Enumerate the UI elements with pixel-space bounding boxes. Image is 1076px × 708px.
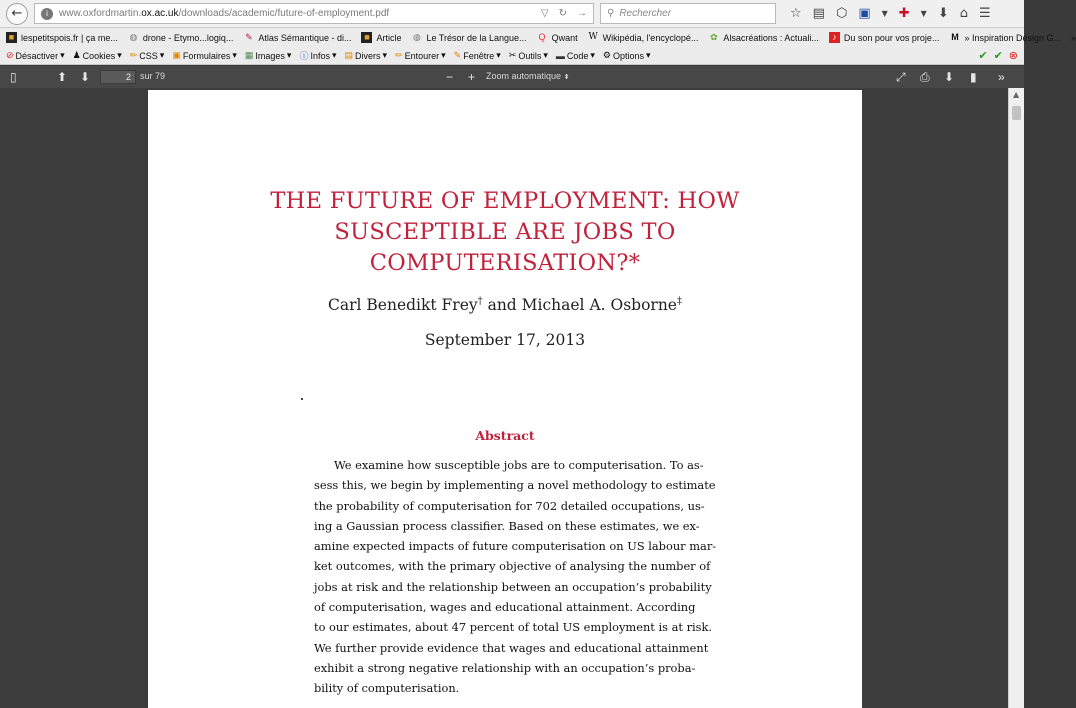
download-icon[interactable]: ⬇ xyxy=(944,70,955,84)
presentation-mode-icon[interactable]: ⤢ xyxy=(896,69,906,84)
alsacreations-icon: ✿ xyxy=(710,32,718,42)
m-icon: M xyxy=(951,32,959,42)
webdev-menu-css[interactable]: ✏ CSS ▾ xyxy=(129,50,165,61)
page-number-input[interactable]: 2 xyxy=(100,70,136,84)
web-developer-toolbar xyxy=(0,47,1024,65)
check-icon[interactable]: ✔ xyxy=(978,50,988,62)
dropdown-arrow-icon: ▾ xyxy=(543,50,548,60)
next-page-icon[interactable]: ⬇ xyxy=(80,70,91,84)
previous-page-icon[interactable]: ⬆ xyxy=(57,70,68,84)
qwant-icon: Q xyxy=(538,32,546,42)
black-square-icon: ■ xyxy=(361,32,372,43)
document-authors: Carl Benedikt Frey† and Michael A. Osborne‡ xyxy=(328,296,682,315)
bookmark-item[interactable]: M » Inspiration Design G... xyxy=(951,32,1062,43)
disable-icon: ⊘ xyxy=(6,50,14,60)
dropdown-arrow-icon: ▾ xyxy=(286,50,292,60)
webdev-menu-entourer[interactable]: ✏ Entourer ▾ xyxy=(395,50,446,61)
atlas-icon: ✎ xyxy=(245,32,253,42)
dropdown-arrow-icon[interactable]: ▽ xyxy=(540,8,549,19)
webdev-menu-images[interactable]: ▦ Images ▾ xyxy=(244,50,292,61)
browser-toolbar-icons xyxy=(790,6,991,21)
document-title: THE FUTURE OF EMPLOYMENT: HOW SUSCEPTIBLE ARE JOBS TO COMPUTERISATION?* xyxy=(270,188,740,276)
dropdown-arrow-icon: ▾ xyxy=(60,50,65,60)
webdev-menu-code[interactable]: ▬ Code ▾ xyxy=(555,50,595,61)
dropdown-arrow-icon: ▾ xyxy=(159,50,165,60)
bookmarks-toolbar xyxy=(0,28,1076,47)
zoom-select[interactable]: Zoom automatique ⬍ xyxy=(486,71,570,81)
webdev-menu-fenetre[interactable]: ✎ Fenêtre ▾ xyxy=(453,50,501,61)
webdev-menu-outils[interactable]: ✂ Outils ▾ xyxy=(508,50,548,61)
webdev-menu-formulaires[interactable]: ▣ Formulaires ▾ xyxy=(172,50,237,61)
red-cross-addon-icon[interactable]: ✚ xyxy=(898,6,910,21)
form-icon: ▣ xyxy=(172,50,181,60)
wikipedia-icon: W xyxy=(588,32,598,42)
tools-icon: ✂ xyxy=(508,50,517,60)
url-actions xyxy=(541,8,587,19)
webdev-menu-options[interactable]: ⚙ Options ▾ xyxy=(602,50,651,61)
go-arrow-icon[interactable]: → xyxy=(577,8,587,19)
webdev-menu-desactiver[interactable]: ⊘ Désactiver ▾ xyxy=(6,50,65,61)
stray-dot xyxy=(301,398,303,400)
info-icon[interactable]: i xyxy=(41,8,53,20)
bookmark-item[interactable]: W Wikipédia, l'encyclopé... xyxy=(588,32,699,43)
options-icon: ⚙ xyxy=(602,50,611,60)
dropdown-arrow-icon: ▾ xyxy=(590,50,595,60)
webdev-status-icons xyxy=(978,49,1018,62)
download-icon[interactable]: ⬇ xyxy=(937,6,949,21)
bookmark-item[interactable]: ◍ Le Trésor de la Langue... xyxy=(413,32,527,43)
webdev-menu-infos[interactable]: ⓘ Infos ▾ xyxy=(299,50,337,61)
bookmark-item[interactable]: ✿ Alsacréations : Actuali... xyxy=(710,32,819,43)
black-square-icon: ■ xyxy=(6,32,17,43)
bookmark-item[interactable]: ■ Article xyxy=(361,32,401,43)
webdev-menu-cookies[interactable]: ♟ Cookies ▾ xyxy=(72,50,122,61)
print-icon[interactable]: ⎙ xyxy=(920,69,930,84)
dropdown-arrow-icon: ▾ xyxy=(646,50,651,60)
abstract-text: We examine how susceptible jobs are to computerisation. To as- sess this, we begin by implementing a novel methodology to estimate the probability of computerisation for 702 detailed occupations, us- ing a Gaussian process classifier. Based on these estimates, we ex- amine expected impacts of future computerisation on US labour mar- ket outcomes, with the primary objective of analysing the number of jobs at risk and the relationship between an occupation’s probability of computerisation, wages and educational attainment. According to our estimates, about 47 percent of total US employment is at risk. We further provide evidence that wages and educational attainment exhibit a strong negative relationship with an occupation’s proba- bility of computerisation. xyxy=(314,458,717,696)
reload-icon[interactable]: ↻ xyxy=(558,8,567,19)
bookmark-icon[interactable]: ▮ xyxy=(970,70,977,84)
document-date: September 17, 2013 xyxy=(424,331,586,349)
dropdown-arrow-icon: ▾ xyxy=(441,50,446,60)
dropdown-arrow-icon: ▾ xyxy=(382,50,388,60)
search-input[interactable]: ⚲ Rechercher xyxy=(600,3,776,24)
search-icon: ⚲ xyxy=(607,8,615,19)
dropdown-arrow-icon: ▾ xyxy=(117,50,122,60)
image-icon: ▦ xyxy=(244,50,254,60)
bookmark-star-icon[interactable]: ☆ xyxy=(790,6,802,21)
dropdown-icon[interactable]: ▼ xyxy=(920,9,927,18)
pdf-page xyxy=(148,90,862,708)
globe-icon: ◍ xyxy=(129,32,138,42)
bookmark-item[interactable]: ■ lespetitspois.fr | ça me... xyxy=(6,32,118,43)
pdf-viewer-area[interactable] xyxy=(0,88,1024,708)
dropdown-arrow-icon: ▾ xyxy=(232,50,237,60)
arrow-left-icon: ← xyxy=(11,6,23,21)
dropdown-icon[interactable]: ▼ xyxy=(881,9,888,18)
bookmark-item[interactable]: ✎ Atlas Sémantique - di... xyxy=(245,32,352,43)
bookmarks-overflow-button[interactable]: » xyxy=(1071,32,1076,43)
zoom-out-icon[interactable]: − xyxy=(446,70,454,84)
folder-icon: ▤ xyxy=(344,50,354,60)
vertical-scrollbar[interactable] xyxy=(1008,88,1024,708)
select-arrows-icon: ⬍ xyxy=(563,74,570,81)
scroll-thumb[interactable] xyxy=(1012,106,1021,120)
dropdown-arrow-icon: ▾ xyxy=(496,50,501,60)
menu-icon[interactable]: ☰ xyxy=(979,6,991,21)
scroll-up-arrow-icon[interactable]: ▲ xyxy=(1013,90,1020,99)
code-icon: ▬ xyxy=(555,50,565,61)
check-icon[interactable]: ✔ xyxy=(993,50,1003,62)
navigation-toolbar xyxy=(0,0,1024,28)
cookie-person-icon: ♟ xyxy=(72,50,81,60)
pencil-icon: ✏ xyxy=(129,50,138,60)
bookmark-item[interactable]: ◍ drone - Etymo...logiq... xyxy=(129,32,234,43)
outline-pencil-icon: ✏ xyxy=(395,50,403,60)
zoom-in-icon[interactable]: + xyxy=(468,70,476,84)
pocket-icon[interactable]: ⬡ xyxy=(835,6,848,21)
webdev-menu-divers[interactable]: ▤ Divers ▾ xyxy=(344,50,388,61)
reading-list-icon[interactable]: ▤ xyxy=(812,6,825,21)
dropdown-arrow-icon: ▾ xyxy=(331,50,337,60)
bookmark-item[interactable]: ♪ Du son pour vos proje... xyxy=(829,32,940,43)
pdf-toolbar xyxy=(0,66,1024,88)
resize-icon: ✎ xyxy=(453,50,462,60)
page-count: sur 79 xyxy=(140,71,166,81)
bookmark-item[interactable]: Q Qwant xyxy=(538,32,578,43)
abstract-heading: Abstract xyxy=(475,428,535,443)
info-circle-icon: ⓘ xyxy=(299,51,309,61)
url-text: www.oxfordmartin.ox.ac.uk/downloads/academic/future-of-employment.pdf xyxy=(59,8,390,19)
error-icon[interactable]: ⊗ xyxy=(1008,50,1018,62)
url-field[interactable] xyxy=(34,3,594,24)
back-button[interactable] xyxy=(6,3,28,25)
tools-overflow-icon[interactable]: » xyxy=(998,70,1005,84)
save-icon[interactable]: ▣ xyxy=(858,6,871,21)
sidebar-toggle-icon[interactable]: ▯ xyxy=(10,70,17,84)
red-square-icon: ♪ xyxy=(829,32,840,43)
globe-icon: ◍ xyxy=(413,32,421,42)
home-icon[interactable]: ⌂ xyxy=(959,6,968,21)
